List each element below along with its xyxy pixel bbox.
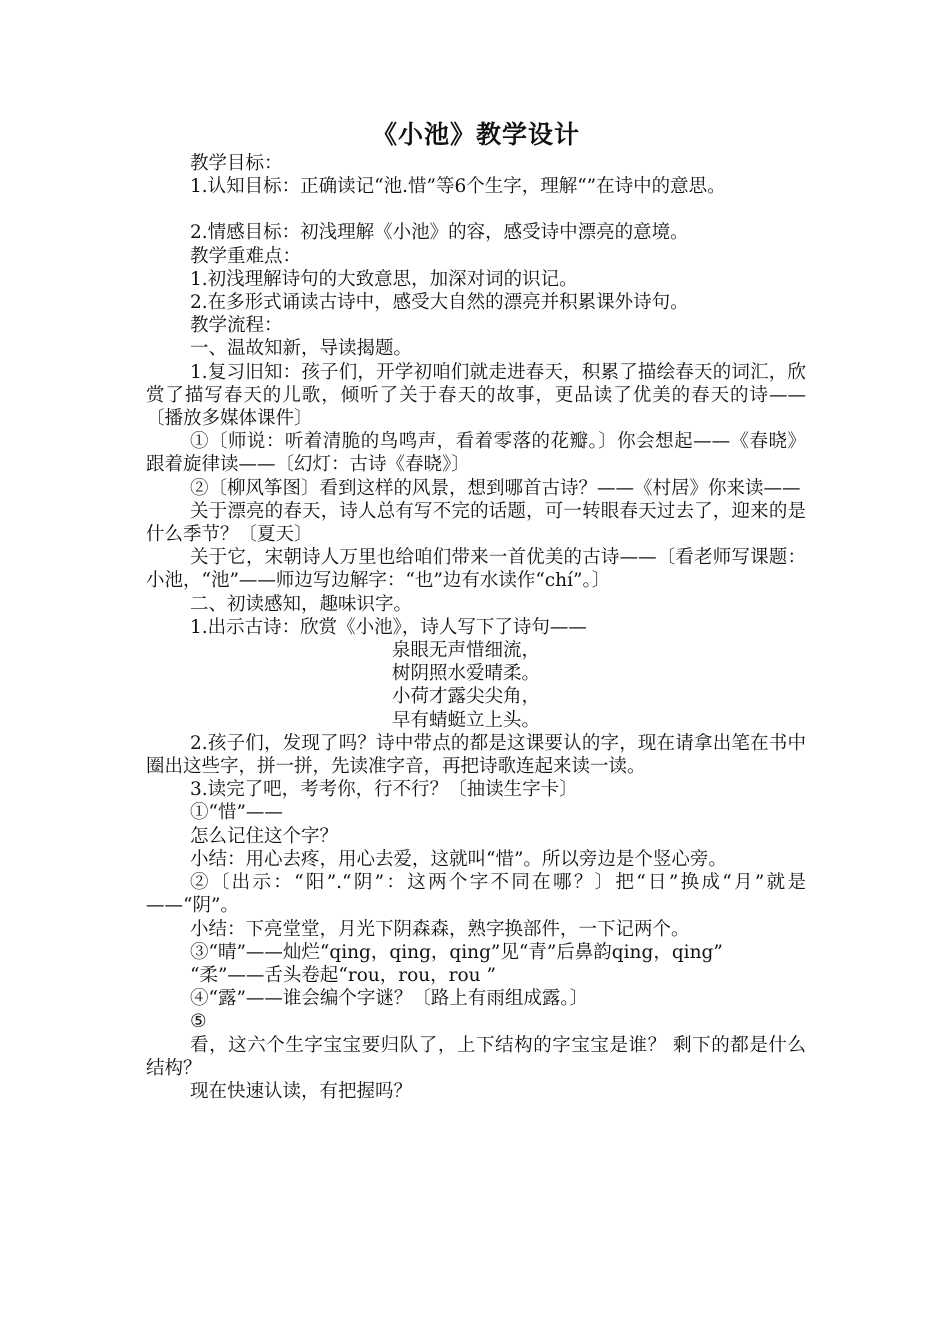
blank-line bbox=[146, 198, 806, 221]
paragraph: ③“晴”——灿烂“qing，qing，qing”见“青”后鼻韵qing，qing” bbox=[190, 941, 723, 963]
poem-line: 泉眼无声惜细流， bbox=[392, 640, 541, 662]
character-learning-section bbox=[146, 732, 806, 1103]
paragraph: 教学流程： bbox=[190, 315, 283, 337]
paragraph: ①〔师说：听着清脆的鸟鸣声，看着零落的花瓣。〕你会想起——《春晓》跟着旋律读——〔幻灯：古诗《春晓》〕 bbox=[146, 431, 806, 476]
poem-block bbox=[146, 639, 806, 732]
paragraph: 现在快速认读，有把握吗？ bbox=[190, 1080, 413, 1102]
paragraph: 1.认知目标：正确读记“池.惜”等6个生字，理解“”在诗中的意思。 bbox=[190, 176, 726, 198]
poem-line: 小荷才露尖尖角， bbox=[392, 686, 541, 708]
poem-line: 树阴照水爱晴柔。 bbox=[392, 663, 541, 685]
paragraph: 小结：用心去疼，用心去爱，这就叫“惜”。所以旁边是个竖心旁。 bbox=[190, 848, 727, 870]
document-page bbox=[146, 118, 806, 1103]
paragraph: 教学目标： bbox=[190, 153, 283, 174]
paragraph: 2.孩子们，发现了吗？诗中带点的都是这课要认的字，现在请拿出笔在书中圈出这些字，拼一拼，先读准字音，再把诗歌连起来读一读。 bbox=[146, 732, 806, 778]
paragraph: 关于它，宋朝诗人万里也给咱们带来一首优美的古诗——〔看老师写课题：小池，“池”——师边写边解字：“也”边有水读作“chí”。〕 bbox=[146, 547, 806, 592]
poem-line: 早有蜻蜓立上头。 bbox=[392, 709, 541, 731]
paragraph: 1.初浅理解诗句的大致意思，加深对词的识记。 bbox=[190, 268, 578, 290]
paragraph: 1.复习旧知：孩子们，开学初咱们就走进春天，积累了描绘春天的词汇，欣赏了描写春天的儿歌，倾听了关于春天的故事，更品读了优美的春天的诗——〔播放多媒体课件〕 bbox=[146, 361, 806, 430]
objectives-section bbox=[146, 152, 806, 198]
paragraph: 二、初读感知，趣味识字。 bbox=[190, 593, 413, 615]
paragraph: ④“露”——谁会编个字谜？〔路上有雨组成露。〕 bbox=[190, 988, 589, 1010]
paragraph: 怎么记住这个字？ bbox=[190, 825, 339, 847]
lesson-body-section bbox=[146, 221, 806, 639]
paragraph: ①“惜”—— bbox=[190, 802, 283, 824]
paragraph: 关于漂亮的春天，诗人总有写不完的话题，可一转眼春天过去了，迎来的是什么季节？〔夏天〕 bbox=[146, 500, 806, 546]
paragraph: 1.出示古诗：欣赏《小池》，诗人写下了诗句—— bbox=[190, 616, 587, 638]
paragraph: 教学重难点： bbox=[190, 245, 302, 267]
paragraph: 小结：下亮堂堂，月光下阴森森，熟字换部件，一下记两个。 bbox=[190, 918, 690, 940]
paragraph: 一、温故知新，导读揭题。 bbox=[190, 338, 413, 360]
paragraph: ②〔出示：“阳”.“阴”：这两个字不同在哪？〕把“日”换成“月”就是——“阴”。 bbox=[146, 872, 806, 917]
paragraph: ②〔柳风筝图〕看到这样的风景，想到哪首古诗？——《村居》你来读—— bbox=[190, 477, 801, 499]
document-title: 《小池》教学设计 bbox=[371, 120, 580, 149]
paragraph: 2.在多形式诵读古诗中，感受大自然的漂亮并积累课外诗句。 bbox=[190, 292, 689, 314]
paragraph: ⑤ bbox=[190, 1011, 207, 1033]
paragraph: 2.情感目标：初浅理解《小池》的容，感受诗中漂亮的意境。 bbox=[190, 222, 689, 244]
paragraph: 3.读完了吧，考考你，行不行？〔抽读生字卡〕 bbox=[190, 779, 578, 801]
paragraph: “柔”——舌头卷起“rou，rou，rou ” bbox=[190, 964, 496, 986]
paragraph: 看，这六个生字宝宝要归队了，上下结构的字宝宝是谁？ 剩下的都是什么结构？ bbox=[146, 1034, 806, 1079]
